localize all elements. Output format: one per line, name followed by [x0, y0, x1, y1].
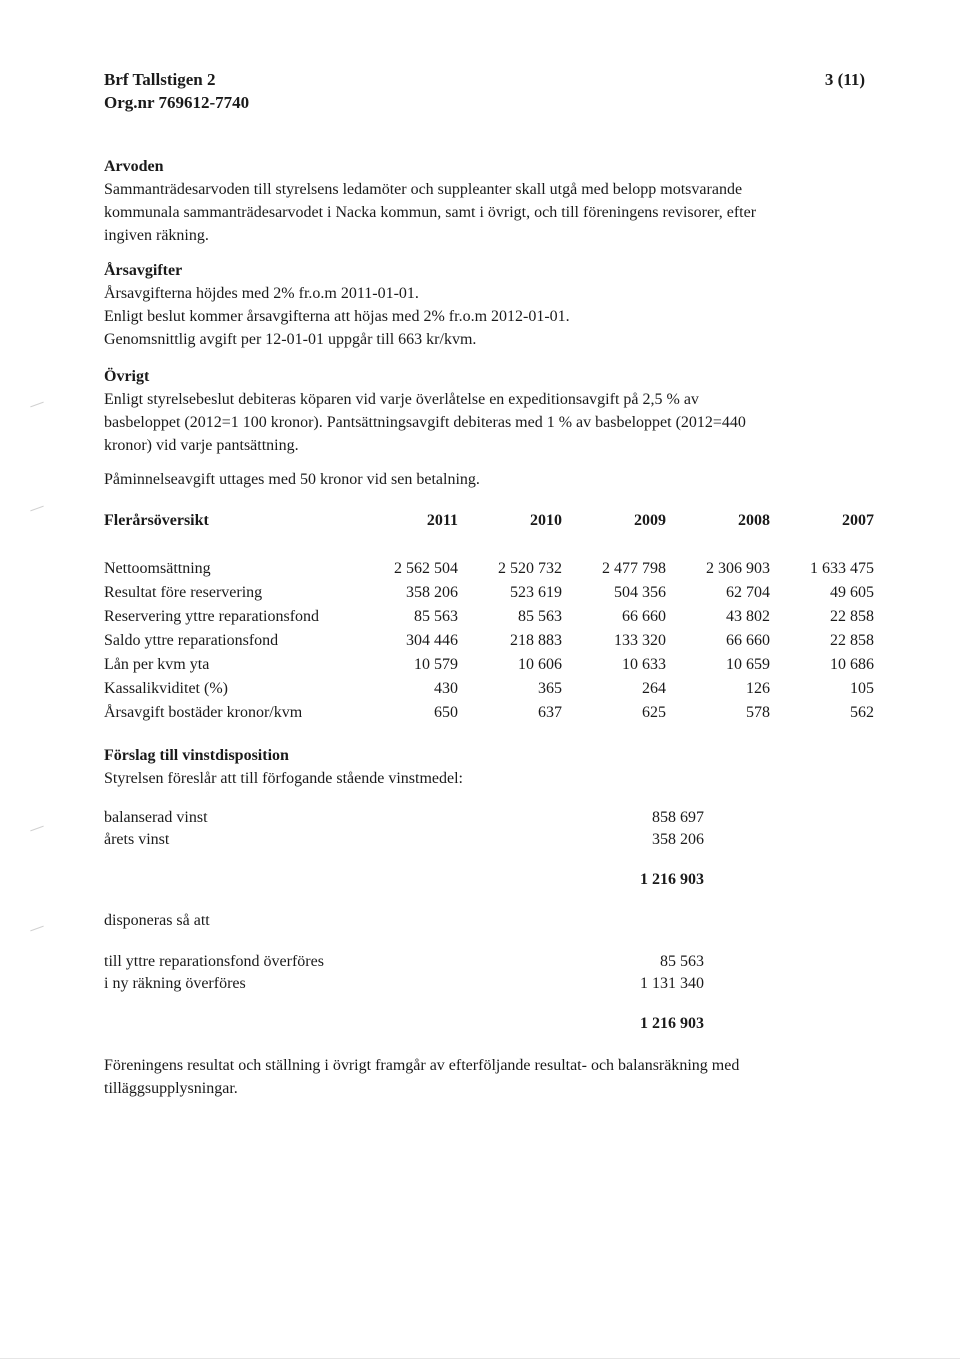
ovrigt-line: basbeloppet (2012=1 100 kronor). Pantsättningsavgift debiteras med 1 % av basbeloppet (2012=440 — [104, 414, 746, 431]
table-row — [104, 556, 874, 580]
table-cell: 2 562 504 — [394, 559, 458, 577]
list-item — [104, 829, 804, 851]
row-label: Resultat före reservering — [104, 583, 263, 601]
table-cell: 62 704 — [726, 583, 770, 601]
table-cell: 133 320 — [614, 631, 666, 649]
table-row — [104, 628, 874, 652]
year-header: 2009 — [634, 511, 666, 529]
heading-arsavgifter: Årsavgifter — [104, 262, 183, 279]
table-cell: 126 — [746, 679, 770, 697]
closing-paragraph — [104, 1054, 844, 1100]
heading-vinstdisposition: Förslag till vinstdisposition — [104, 747, 289, 764]
table-cell: 218 883 — [510, 631, 562, 649]
disposed-label-block — [104, 910, 804, 932]
table-cell: 562 — [850, 703, 874, 721]
table-cell: 22 858 — [830, 631, 874, 649]
table-row — [104, 700, 874, 724]
arsavgifter-line: Årsavgifterna höjdes med 2% fr.o.m 2011-01-01. — [104, 285, 419, 302]
reminder-fee-text — [104, 468, 844, 491]
year-header: 2008 — [738, 511, 770, 529]
table-cell: 504 356 — [614, 583, 666, 601]
reminder-fee-line: Påminnelseavgift uttages med 50 kronor vid sen betalning. — [104, 471, 480, 488]
overview-header-row — [104, 508, 874, 556]
table-cell: 10 633 — [622, 655, 666, 673]
table-cell: 365 — [538, 679, 562, 697]
org-number: Org.nr 769612-7740 — [104, 93, 250, 112]
table-cell: 66 660 — [622, 607, 666, 625]
year-header: 2011 — [426, 511, 458, 529]
list-item — [104, 973, 804, 995]
list-item — [104, 910, 804, 932]
table-row — [104, 580, 874, 604]
vinstdisposition-intro: Styrelsen föreslår att till förfogande stående vinstmedel: — [104, 770, 463, 787]
table-cell: 10 606 — [518, 655, 562, 673]
row-label: Nettoomsättning — [104, 559, 211, 577]
table-cell: 2 306 903 — [706, 559, 770, 577]
closing-line: tilläggsupplysningar. — [104, 1080, 238, 1097]
row-label: Årsavgift bostäder kronor/kvm — [104, 703, 303, 721]
table-cell: 49 605 — [830, 583, 874, 601]
row-label: Lån per kvm yta — [104, 655, 210, 673]
table-cell: 66 660 — [726, 631, 770, 649]
item-value: 85 563 — [660, 953, 704, 970]
item-value: 358 206 — [652, 831, 704, 848]
heading-arvoden: Arvoden — [104, 158, 164, 175]
multi-year-overview — [104, 508, 874, 724]
year-header: 2010 — [530, 511, 562, 529]
table-cell: 264 — [642, 679, 666, 697]
list-item — [104, 807, 804, 829]
heading-ovrigt: Övrigt — [104, 368, 150, 385]
page-number: 3 (11) — [824, 70, 865, 89]
section-vinstdisposition — [104, 744, 844, 790]
table-row — [104, 676, 874, 700]
table-cell: 43 802 — [726, 607, 770, 625]
row-label: Saldo yttre reparationsfond — [104, 631, 279, 649]
list-item — [104, 951, 804, 973]
table-cell: 85 563 — [518, 607, 562, 625]
total-row — [104, 1013, 804, 1035]
section-ovrigt — [104, 365, 844, 457]
disposed-total — [104, 1013, 804, 1035]
table-cell: 10 686 — [830, 655, 874, 673]
item-value: 858 697 — [652, 809, 704, 826]
table-cell: 625 — [642, 703, 666, 721]
table-cell: 650 — [434, 703, 458, 721]
section-arvoden — [104, 155, 844, 247]
scan-mark — [30, 402, 43, 408]
arsavgifter-line: Genomsnittlig avgift per 12-01-01 uppgår till 663 kr/kvm. — [104, 331, 477, 348]
table-cell: 578 — [746, 703, 770, 721]
table-cell: 85 563 — [414, 607, 458, 625]
scan-edge-line — [0, 1358, 960, 1359]
table-cell: 2 477 798 — [602, 559, 666, 577]
table-cell: 430 — [434, 679, 458, 697]
table-cell: 1 633 475 — [810, 559, 874, 577]
item-value: 1 131 340 — [640, 975, 704, 992]
table-cell: 637 — [538, 703, 562, 721]
arvoden-line: Sammanträdesarvoden till styrelsens ledamöter och suppleanter skall utgå med belopp motsvarande — [104, 181, 743, 198]
arsavgifter-line: Enligt beslut kommer årsavgifterna att höjas med 2% fr.o.m 2012-01-01. — [104, 308, 570, 325]
scan-mark — [30, 506, 43, 512]
available-total — [104, 869, 804, 891]
overview-table — [104, 508, 874, 724]
table-cell: 358 206 — [406, 583, 458, 601]
disposed-label: disponeras så att — [104, 912, 210, 929]
disposed-funds — [104, 951, 804, 995]
table-cell: 105 — [850, 679, 874, 697]
row-label: Reservering yttre reparationsfond — [104, 607, 320, 625]
total-row — [104, 869, 804, 891]
closing-line: Föreningens resultat och ställning i övrigt framgår av efterföljande resultat- och balansräkning med — [104, 1057, 740, 1074]
table-row — [104, 652, 874, 676]
table-cell: 22 858 — [830, 607, 874, 625]
ovrigt-line: Enligt styrelsebeslut debiteras köparen vid varje överlåtelse en expeditionsavgift på 2,5 % av — [104, 391, 699, 408]
total-value: 1 216 903 — [640, 871, 704, 888]
table-cell: 10 659 — [726, 655, 770, 673]
item-label: till yttre reparationsfond överföres — [104, 953, 324, 970]
item-label: årets vinst — [104, 831, 170, 848]
available-funds — [104, 807, 804, 851]
document-header — [104, 68, 249, 114]
year-header: 2007 — [842, 511, 874, 529]
scan-mark — [30, 826, 43, 832]
table-cell: 2 520 732 — [498, 559, 562, 577]
arvoden-line: ingiven räkning. — [104, 227, 209, 244]
table-cell: 523 619 — [510, 583, 562, 601]
total-value: 1 216 903 — [640, 1015, 704, 1032]
scan-mark — [30, 926, 43, 932]
section-arsavgifter — [104, 259, 844, 351]
row-label: Kassalikviditet (%) — [104, 679, 228, 697]
ovrigt-line: kronor) vid varje pantsättning. — [104, 437, 299, 454]
table-cell: 304 446 — [406, 631, 458, 649]
table-cell: 10 579 — [414, 655, 458, 673]
item-label: balanserad vinst — [104, 809, 208, 826]
item-label: i ny räkning överföres — [104, 975, 246, 992]
arvoden-line: kommunala sammanträdesarvodet i Nacka kommun, samt i övrigt, och till föreningens revisorer, efter — [104, 204, 757, 221]
table-row — [104, 604, 874, 628]
org-name: Brf Tallstigen 2 — [104, 70, 216, 89]
overview-heading: Flerårsöversikt — [104, 511, 209, 529]
